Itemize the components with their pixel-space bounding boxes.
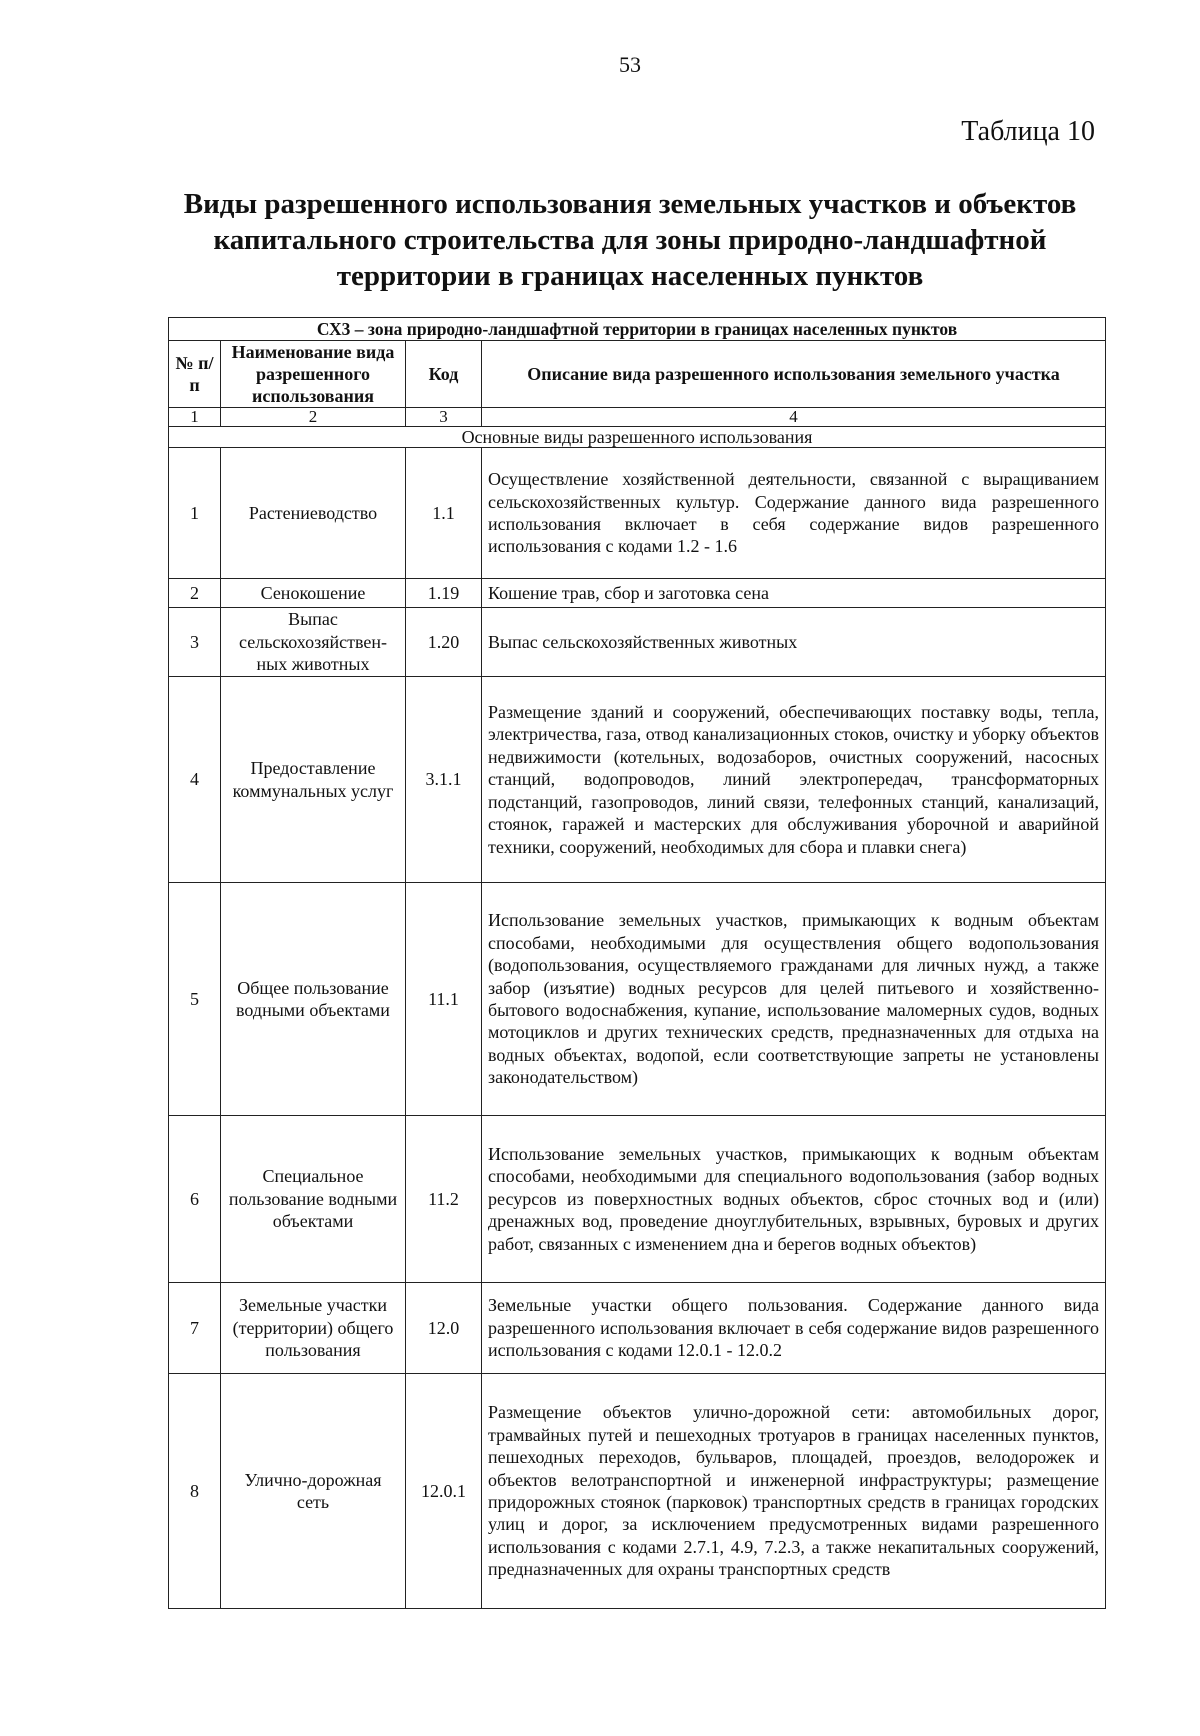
- use-description: Осуществление хозяйственной деятельности, связанной с выращиванием сельскохозяйственных культур. Содержание данного вида разрешенного использования включает в себя содержание видов разрешенного использования с кодами 1.2 - 1.6: [482, 448, 1106, 579]
- use-code: 1.19: [406, 579, 482, 608]
- column-header-num: № п/п: [169, 341, 221, 408]
- table-row: [169, 1374, 1106, 1609]
- use-description: Размещение зданий и сооружений, обеспечивающих поставку воды, тепла, электричества, газа, отвод канализационных стоков, очистку и уборку объектов недвижимости (котельных, водозаборов, очистных сооружений, насосных станций, водопроводов, линий электропередач, трансформаторных подстанций, газопроводов, линий связи, телефонных станций, канализаций, стоянок, гаражей и мастерских для обслуживания уборочной и аварийной техники, сооружений, необходимых для сбора и плавки снега): [482, 677, 1106, 883]
- use-description: Кошение трав, сбор и заготовка сена: [482, 579, 1106, 608]
- document-title: Виды разрешенного использования земельных участков и объектов капитального строительства для зоны природно-ландшафтной территории в границах населенных пунктов: [183, 188, 1077, 292]
- use-code: 11.2: [406, 1116, 482, 1283]
- table-row: [169, 677, 1106, 883]
- column-header-code: Код: [406, 341, 482, 408]
- column-number: 2: [221, 408, 406, 427]
- page-number: 53: [619, 52, 641, 77]
- use-code: 1.1: [406, 448, 482, 579]
- use-code: 3.1.1: [406, 677, 482, 883]
- use-code: 12.0: [406, 1283, 482, 1374]
- column-number: 3: [406, 408, 482, 427]
- table-row: [169, 608, 1106, 677]
- row-number: 2: [169, 579, 221, 608]
- use-name: Общее пользование водными объектами: [221, 883, 406, 1116]
- use-description: Использование земельных участков, примыкающих к водным объектам способами, необходимыми для специального водопользования (забор водных ресурсов из поверхностных водных объектов, сброс сточных вод и (или) дренажных вод, проведение дноуглубительных, взрывных, буровых и других работ, связанных с изменением дна и берегов водных объектов): [482, 1116, 1106, 1283]
- row-number: 8: [169, 1374, 221, 1609]
- use-description: Использование земельных участков, примыкающих к водным объектам способами, необходимыми для осуществления общего водопользования (водопользования, осуществляемого гражданами для личных нужд, а также забор (изъятие) водных ресурсов для целей питьевого и хозяйственно-бытового водоснабжения, купание, использование маломерных судов, водных мотоциклов и других технических средств, предназначенных для отдыха на водных объектах, водопой, если соответствующие запреты не установлены законодательством): [482, 883, 1106, 1116]
- table-caption: Таблица 10: [961, 116, 1095, 147]
- column-header-desc: Описание вида разрешенного использования земельного участка: [482, 341, 1106, 408]
- table-row: [169, 579, 1106, 608]
- use-name: Земельные участки (территории) общего пользования: [221, 1283, 406, 1374]
- use-description: Выпас сельскохозяйственных животных: [482, 608, 1106, 677]
- use-name: Растениеводство: [221, 448, 406, 579]
- row-number: 5: [169, 883, 221, 1116]
- use-name: Специальное пользование водными объектами: [221, 1116, 406, 1283]
- table-row: [169, 1283, 1106, 1374]
- column-header-name: Наименование вида разрешенного использования: [221, 341, 406, 408]
- use-description: Размещение объектов улично-дорожной сети: автомобильных дорог, трамвайных путей и пешеходных тротуаров в границах населенных пунктов, пешеходных переходов, бульваров, площадей, проездов, велодорожек и объектов велотранспортной и инженерной инфраструктуры; размещение придорожных стоянок (парковок) транспортных средств в границах городских улиц и дорог, за исключением предусмотренных видами разрешенного использования с кодами 2.7.1, 4.9, 7.2.3, а также некапитальных сооружений, предназначенных для охраны транспортных средств: [482, 1374, 1106, 1609]
- use-code: 12.0.1: [406, 1374, 482, 1609]
- zone-header: СХ3 – зона природно-ландшафтной территории в границах населенных пунктов: [169, 318, 1106, 341]
- section-title: Основные виды разрешенного использования: [169, 427, 1106, 448]
- land-use-table: [168, 317, 1106, 1609]
- row-number: 3: [169, 608, 221, 677]
- table-row: [169, 1116, 1106, 1283]
- use-name: Выпас сельскохозяйствен-ных животных: [221, 608, 406, 677]
- use-name: Сенокошение: [221, 579, 406, 608]
- row-number: 6: [169, 1116, 221, 1283]
- row-number: 1: [169, 448, 221, 579]
- use-code: 11.1: [406, 883, 482, 1116]
- table-row: [169, 883, 1106, 1116]
- column-number: 1: [169, 408, 221, 427]
- column-number: 4: [482, 408, 1106, 427]
- use-code: 1.20: [406, 608, 482, 677]
- use-name: Улично-дорожная сеть: [221, 1374, 406, 1609]
- row-number: 7: [169, 1283, 221, 1374]
- row-number: 4: [169, 677, 221, 883]
- use-name: Предоставление коммунальных услуг: [221, 677, 406, 883]
- table-row: [169, 448, 1106, 579]
- use-description: Земельные участки общего пользования. Содержание данного вида разрешенного использования включает в себя содержание видов разрешенного использования с кодами 12.0.1 - 12.0.2: [482, 1283, 1106, 1374]
